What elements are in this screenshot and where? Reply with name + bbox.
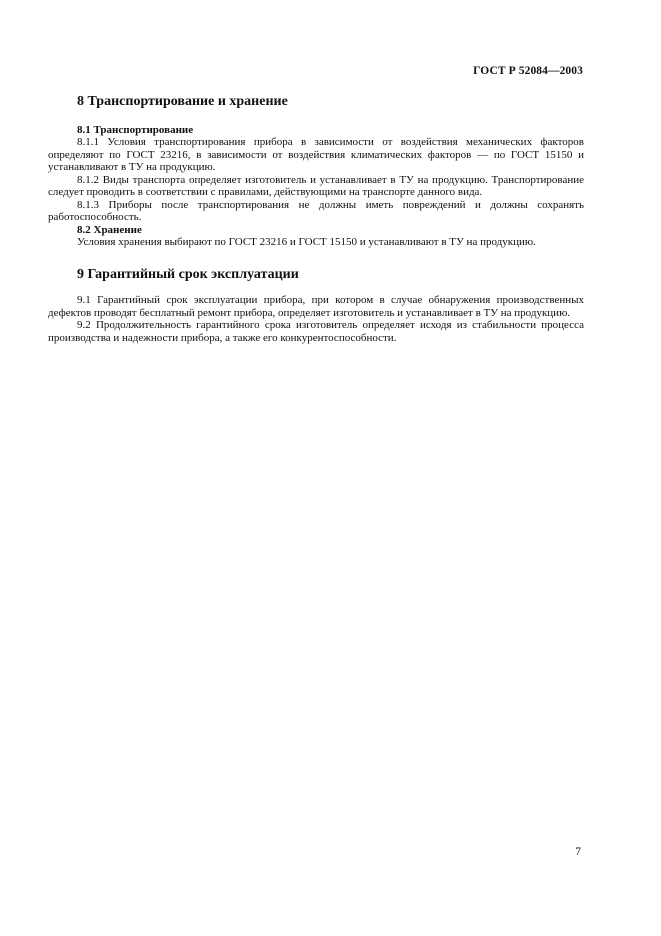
- paragraph-8-1-2: 8.1.2 Виды транспорта определяет изготовитель и устанавливает в ТУ на продукцию. Транспортирование следует проводить в соответствии с правилами, действующими на транспорте данного вида.: [48, 173, 584, 198]
- section-9-title: 9 Гарантийный срок эксплуатации: [77, 267, 299, 282]
- paragraph-9-1: 9.1 Гарантийный срок эксплуатации прибора, при котором в случае обнаружения производственных дефектов проводят бесплатный ремонт прибора, определяет изготовитель и устанавливает в ТУ на продукцию.: [48, 294, 584, 319]
- page-number: 7: [575, 846, 581, 858]
- paragraph-8-1-3: 8.1.3 Приборы после транспортирования не должны иметь повреждений и должны сохранять работоспособность.: [48, 198, 584, 223]
- subsection-8-2-title: 8.2 Хранение: [77, 223, 142, 236]
- paragraph-8-2: Условия хранения выбирают по ГОСТ 23216 и ГОСТ 15150 и устанавливают в ТУ на продукцию.: [77, 235, 536, 248]
- subsection-8-1-title: 8.1 Транспортирование: [77, 124, 194, 136]
- paragraph-8-1-1: 8.1.1 Условия транспортирования прибора в зависимости от воздействия механических факторов определяют по ГОСТ 23216, в зависимости от воздействия климатических факторов — по ГОСТ 15150 и устанавливают в ТУ на продукцию.: [48, 136, 584, 173]
- document-id-header: ГОСТ Р 52084—2003: [473, 65, 583, 77]
- paragraph-9-2: 9.2 Продолжительность гарантийного срока изготовитель определяет исходя из стабильности процесса производства и надежности прибора, а также его конкурентоспособности.: [48, 319, 584, 344]
- page-content: [48, 93, 584, 344]
- section-8-title: 8 Транспортирование и хранение: [77, 94, 288, 109]
